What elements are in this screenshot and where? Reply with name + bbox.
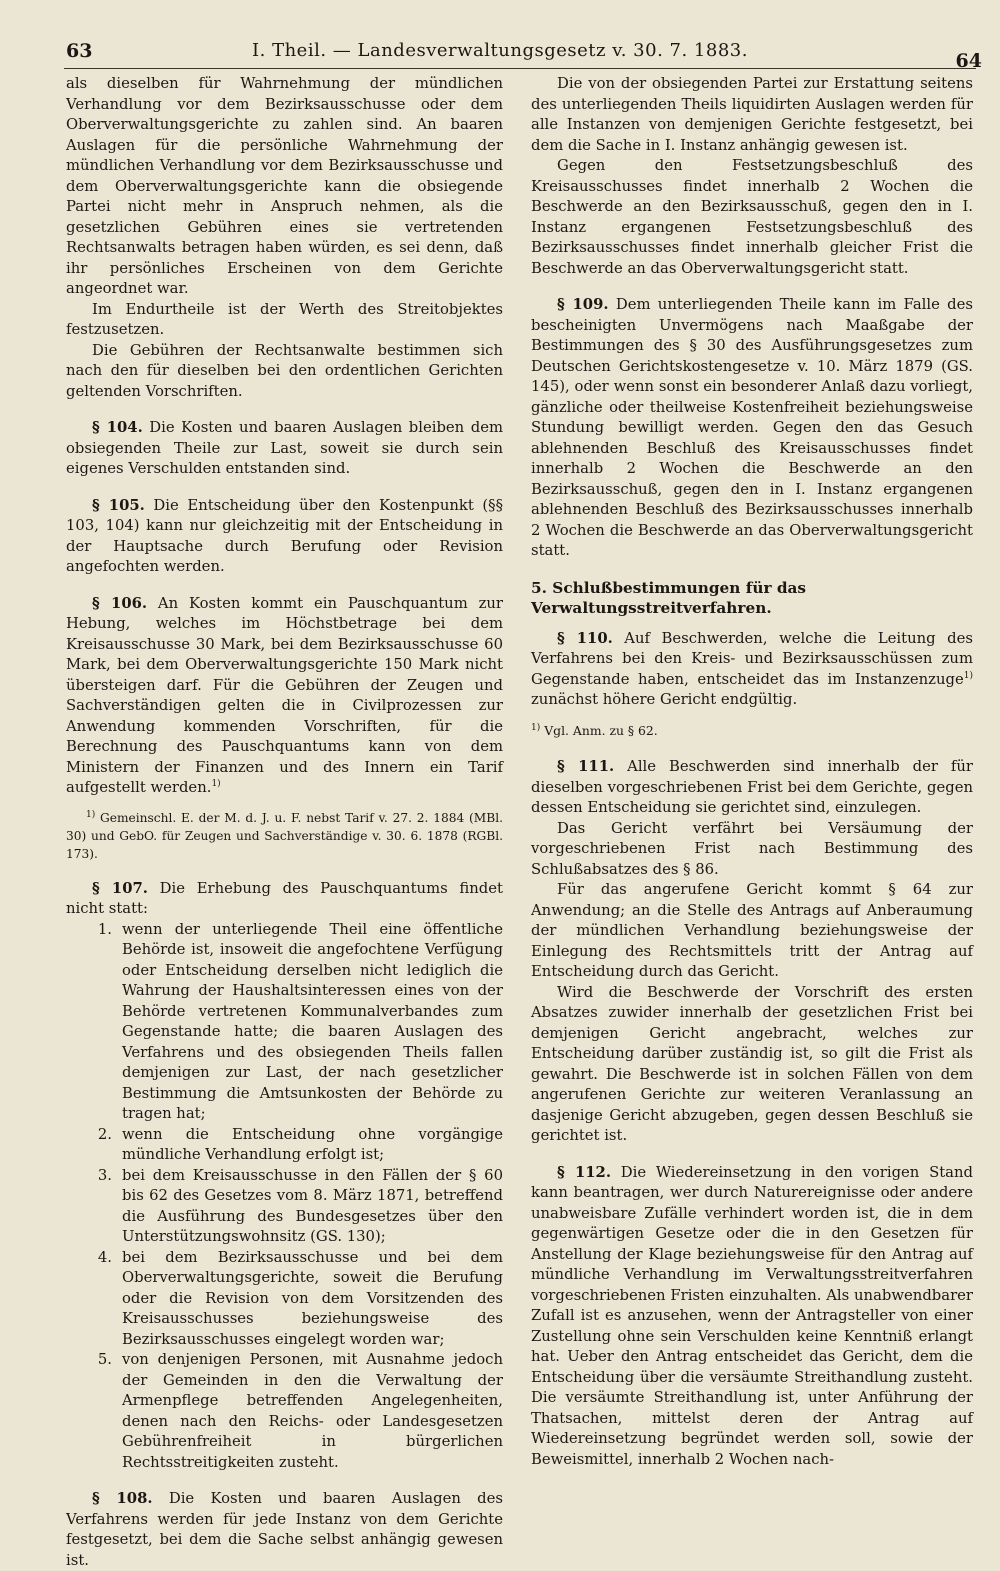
list-item [66,1248,503,1351]
paragraph: Das Gericht verfährt bei Versäumung der vorgeschriebenen Frist nach Bestimmung des Schlußabsatzes des § 86. [531,819,973,878]
list-item [66,1166,503,1248]
paragraph: Im Endurtheile ist der Werth des Streitobjektes festzusetzen. [66,300,503,338]
footnote-marker: 1) [963,670,973,681]
section-number: § 106. [92,594,148,612]
section-text: An Kosten kommt ein Pauschquantum zur Hebung, welches im Höchstbetrage bei dem Kreisausschusse 30 Mark, bei dem Bezirksausschusse 60 Mark, bei dem Oberverwaltungsgerichte 150 Mark nicht übersteigen darf. Für die Gebühren der Zeugen und Sachverständigen gelten die in Civilprozessen zur Anwendung kommenden Vorschriften, für die Berechnung des Pauschquantums kann von dem Ministern der Finanzen und des Innern ein Tarif aufgestellt werden. [66,594,503,796]
section-text: Die Kosten und baaren Auslagen bleiben dem obsiegenden Theile zur Last, soweit sie durch sein eigenes Verschulden entstanden sind. [66,419,503,477]
section-112 [531,1163,973,1471]
paragraph: als dieselben für Wahrnehmung der mündlichen Verhandlung vor dem Bezirksausschusse oder dem Oberverwaltungsgerichte zu zahlen sind. An baaren Auslagen für die persönliche Wahrnehmung der mündlichen Verhandlung vor dem Bezirksausschusse und dem Oberverwaltungsgerichte kann die obsiegende Partei nicht mehr in Anspruch nehmen, als die gesetzlichen Gebühren eines sie vertretenden Rechtsanwalts betragen haben würden, es sei denn, daß ihr persönliches Erscheinen von dem Gerichte angeordnet war. [66,75,503,297]
section-number: § 110. [557,629,613,647]
section-heading: 5. Schlußbestimmungen für das Verwaltungsstreitverfahren. [531,578,807,617]
footnote-marker: 1) [211,779,221,790]
right-column [531,74,973,1470]
paragraph: Gegen den Festsetzungsbeschluß des Kreisausschusses findet innerhalb 2 Wochen die Beschwerde an den Bezirksausschuß, gegen den in I. Instanz ergangenen Festsetzungsbeschluß des Bezirksausschusses findet innerhalb gleicher Frist die Beschwerde an das Oberverwaltungsgericht statt. [531,157,973,277]
section-number: § 105. [92,496,145,514]
footnote-text: Gemeinschl. E. der M. d. J. u. F. nebst Tarif v. 27. 2. 1884 (MBl. 30) und GebO. für Zeugen und Sachverständige v. 30. 6. 1878 (RGBl. 173). [66,810,503,861]
section-106 [66,594,503,799]
footnote [66,809,503,863]
section-number: § 107. [92,879,148,897]
item-text: bei dem Kreisausschusse in den Fällen der § 60 bis 62 des Gesetzes vom 8. März 1871, betreffend die Ausführung des Bundesgesetzes über den Unterstützungswohnsitz (GS. 130); [122,1166,503,1245]
page-number-right: 64 [955,50,982,72]
running-head: I. Theil. — Landesverwaltungsgesetz v. 30. 7. 1883. [252,40,748,61]
section-107 [66,879,503,920]
list-item [66,1125,503,1166]
left-column [66,74,503,1571]
section-text: zunächst höhere Gericht endgültig. [531,691,798,708]
section-105 [66,496,503,578]
section-text: Die Kosten und baaren Auslagen des Verfahrens werden für jede Instanz von dem Gerichte festgesetzt, bei dem die Sache selbst anhängig gewesen ist. [66,1490,503,1569]
item-list [66,920,503,1474]
footnote-marker: 1) [531,722,541,733]
section-number: § 108. [92,1490,153,1507]
list-item [66,920,503,1125]
item-number: 2. [97,1125,112,1143]
section-number: § 112. [557,1163,611,1181]
section-108 [66,1489,503,1571]
section-number: § 104. [92,419,143,436]
footnote [531,721,973,742]
paragraph: Die von der obsiegenden Partei zur Erstattung seitens des unterliegenden Theils liquidirten Auslagen werden für alle Instanzen von demjenigen Gerichte festgesetzt, bei dem die Sache in I. Instanz anhängig gewesen ist. [531,75,973,154]
item-text: bei dem Bezirksausschusse und bei dem Oberverwaltungsgerichte, soweit die Berufung oder die Revision von dem Vorsitzenden des Kreisausschusses beziehungsweise des Bezirksausschusses eingelegt worden war; [122,1248,503,1348]
paragraph: Für das angerufene Gericht kommt § 64 zur Anwendung; an die Stelle des Antrags auf Anberaumung der mündlichen Verhandlung beziehungsweise der Einlegung des Rechtsmittels tritt der Antrag auf Entscheidung durch das Gericht. [531,881,973,980]
item-number: 3. [97,1166,112,1184]
section-text: Die Wiedereinsetzung in den vorigen Stand kann beantragen, wer durch Naturereignisse oder andere unabweisbare Zufälle verhindert worden ist, die in dem gegenwärtigen Gesetze oder die in den Gesetzen für Anstellung der Klage beziehungsweise für den Antrag auf mündliche Verhandlung im Verwaltungsstreitverfahren vorgeschriebenen Fristen einzuhalten. Als unabwendbarer Zufall ist es anzusehen, wenn der Antragsteller von einer Zustellung ohne sein Verschulden keine Kenntniß erlangt hat. Ueber den Antrag entscheidet das Gericht, dem die Entscheidung über die versäumte Streithandlung zusteht. Die versäumte Streithandlung ist, unter Anführung der Thatsachen, mittelst deren der Antrag auf Wiedereinsetzung begründet werden soll, sowie der Beweismittel, innerhalb 2 Wochen nach- [531,1163,973,1468]
section-104 [66,418,503,480]
item-number: 5. [97,1351,112,1368]
list-item [66,1350,503,1473]
item-text: wenn die Entscheidung ohne vorgängige mündliche Verhandlung erfolgt ist; [122,1125,503,1163]
paragraph: Die Gebühren der Rechtsanwalte bestimmen sich nach den für dieselben bei den ordentlichen Gerichten geltenden Vorschriften. [66,341,503,400]
section-number: § 111. [557,758,615,775]
section-number: § 109. [557,296,609,313]
header-rule [64,68,976,69]
section-109 [531,295,973,562]
section-text: Alle Beschwerden sind innerhalb der für dieselben vorgeschriebenen Frist bei dem Gerichte, gegen dessen Entscheidung sie gerichtet sind, einzulegen. [531,758,973,816]
section-text: Die Erhebung des Pauschquantums findet nicht statt: [66,879,503,917]
footnote-marker: 1) [86,809,96,820]
item-text: wenn der unterliegende Theil eine öffentliche Behörde ist, insoweit die angefochtene Verfügung oder Entscheidung derselben nicht lediglich die Wahrung der Haushaltsinteressen eines von der Behörde vertretenen Kommunalverbandes zum Gegenstande hatte; die baaren Auslagen des Verfahrens und des obsiegenden Theils fallen demjenigen zur Last, der nach gesetzlicher Bestimmung die Amtsunkosten der Behörde zu tragen hat; [122,920,503,1122]
page-number-left: 63 [66,40,93,62]
section-text: Die Entscheidung über den Kostenpunkt (§§ 103, 104) kann nur gleichzeitig mit der Entscheidung in der Hauptsache durch Berufung oder Revision angefochten werden. [66,496,503,575]
section-text: Auf Beschwerden, welche die Leitung des Verfahrens bei den Kreis- und Bezirksausschüssen zum Gegenstande haben, entscheidet das im Instanzenzuge [531,629,973,688]
page-header [0,40,1000,70]
section-110 [531,629,973,711]
item-text: von denjenigen Personen, mit Ausnahme jedoch der Gemeinden in den die Verwaltung der Armenpflege betreffenden Angelegenheiten, denen nach den Reichs- oder Landesgesetzen Gebührenfreiheit in bürgerlichen Rechtsstreitigkeiten zusteht. [122,1351,503,1471]
paragraph: Wird die Beschwerde der Vorschrift des ersten Absatzes zuwider innerhalb der gesetzlichen Frist bei demjenigen Gericht angebracht, welches zur Entscheidung darüber zuständig ist, so gilt die Frist als gewahrt. Die Beschwerde ist in solchen Fällen von dem angerufenen Gerichte zur weiteren Veranlassung an dasjenige Gericht abzugeben, gegen dessen Beschluß sie gerichtet ist. [531,983,973,1144]
section-111 [531,757,973,819]
item-number: 1. [97,920,112,938]
section-text: Dem unterliegenden Theile kann im Falle des bescheinigten Unvermögens nach Maaßgabe der Bestimmungen des § 30 des Ausführungsgesetzes zum Deutschen Gerichtskostengesetze v. 10. März 1879 (GS. 145), oder wenn sonst ein besonderer Anlaß dazu vorliegt, gänzliche oder theilweise Kostenfreiheit beziehungsweise Stundung bewilligt werden. Gegen den das Gesuch ablehnenden Beschluß des Kreisausschusses findet innerhalb 2 Wochen die Beschwerde an den Bezirksausschuß, gegen den in I. Instanz ergangenen ablehnenden Beschluß des Bezirksausschusses innerhalb 2 Wochen die Beschwerde an das Oberverwaltungsgericht statt. [531,296,973,559]
item-number: 4. [97,1248,112,1266]
footnote-text: Vgl. Anm. zu § 62. [540,722,658,738]
